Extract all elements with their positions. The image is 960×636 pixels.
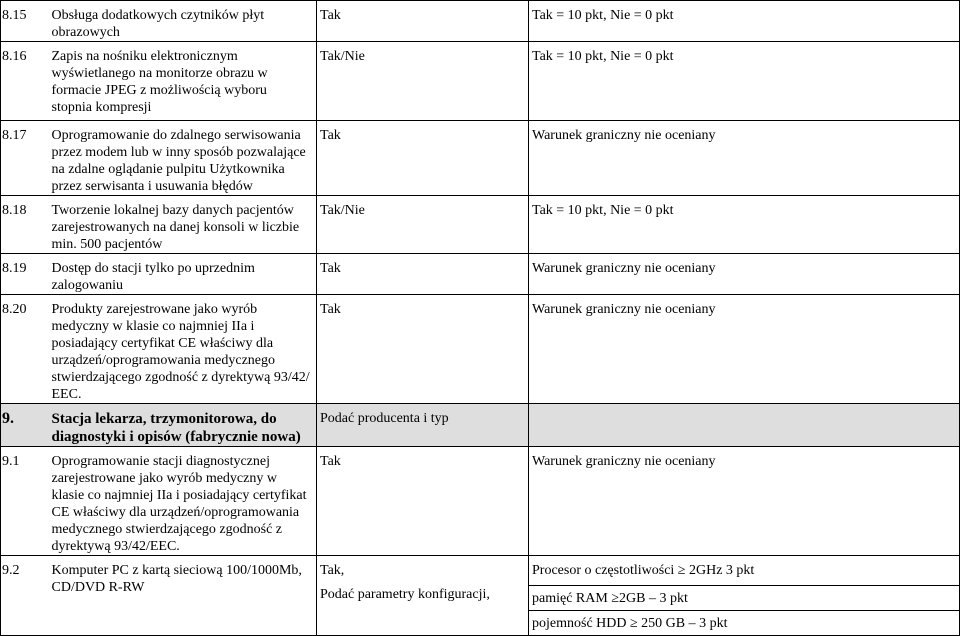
table-row	[1, 1, 960, 42]
table-row	[1, 196, 960, 254]
item-requirement: Tak	[317, 447, 529, 556]
item-number: 8.15	[1, 1, 49, 42]
item-requirement: Podać producenta i typ	[317, 404, 529, 447]
item-requirement: Tak	[317, 295, 529, 404]
item-requirement: Tak/Nie	[317, 196, 529, 254]
requirement-line: Tak,	[320, 563, 345, 578]
item-description: Zapis na nośniku elektronicznym wyświetlanego na monitorze obrazu w formacie JPEG z możliwością wyboru stopnia kompresji	[49, 42, 317, 121]
item-evaluation: Tak = 10 pkt, Nie = 0 pkt	[529, 42, 960, 121]
evaluation-line: Procesor o częstotliwości ≥ 2GHz 3 pkt	[532, 563, 755, 578]
item-number: 8.18	[1, 196, 49, 254]
item-evaluation: Tak = 10 pkt, Nie = 0 pkt	[529, 1, 960, 42]
item-number: 8.19	[1, 254, 49, 295]
item-evaluation: Warunek graniczny nie oceniany	[529, 295, 960, 404]
table-row	[1, 121, 960, 196]
item-requirement: Tak	[317, 254, 529, 295]
evaluation-line: pamięć RAM ≥2GB – 3 pkt	[529, 585, 959, 610]
table-row	[1, 556, 960, 636]
requirement-line: Podać parametry konfiguracji,	[320, 587, 490, 602]
table-row	[1, 295, 960, 404]
evaluation-line: pojemność HDD ≥ 250 GB – 3 pkt	[529, 610, 959, 635]
item-description: Dostęp do stacji tylko po uprzednim zalogowaniu	[49, 254, 317, 295]
item-number: 8.17	[1, 121, 49, 196]
item-requirement: Tak	[317, 1, 529, 42]
item-requirement	[317, 556, 529, 636]
section-title: Stacja lekarza, trzymonitorowa, do diagnostyki i opisów (fabrycznie nowa)	[49, 404, 317, 447]
item-number: 9.2	[1, 556, 49, 636]
section-row	[1, 404, 960, 447]
item-description: Oprogramowanie stacji diagnostycznej zarejestrowane jako wyrób medyczny w klasie co najmniej IIa i posiadający certyfikat CE właściwy dla urządzeń/oprogramowania medycznego stwierdzającego zgodność z dyrektywą 93/42/EEC.	[49, 447, 317, 556]
section-number: 9.	[1, 404, 49, 447]
item-description: Produkty zarejestrowane jako wyrób medyczny w klasie co najmniej IIa i posiadający certyfikat CE właściwy dla urządzeń/oprogramowania medycznego stwierdzającego zgodność z dyrektywą 93/42/ EEC.	[49, 295, 317, 404]
item-evaluation: Tak = 10 pkt, Nie = 0 pkt	[529, 196, 960, 254]
table-row	[1, 42, 960, 121]
table-row	[1, 447, 960, 556]
item-description: Tworzenie lokalnej bazy danych pacjentów zarejestrowanych na danej konsoli w liczbie min. 500 pacjentów	[49, 196, 317, 254]
item-number: 9.1	[1, 447, 49, 556]
item-requirement: Tak/Nie	[317, 42, 529, 121]
item-evaluation	[529, 404, 960, 447]
table-row	[1, 254, 960, 295]
item-evaluation: Warunek graniczny nie oceniany	[529, 121, 960, 196]
item-requirement: Tak	[317, 121, 529, 196]
item-evaluation	[529, 556, 960, 636]
item-evaluation: Warunek graniczny nie oceniany	[529, 447, 960, 556]
item-description: Komputer PC z kartą sieciową 100/1000Mb, CD/DVD R-RW	[49, 556, 317, 636]
item-number: 8.16	[1, 42, 49, 121]
item-description: Oprogramowanie do zdalnego serwisowania przez modem lub w inny sposób pozwalające na zdalne oglądanie pulpitu Użytkownika przez serwisanta i usuwania błędów	[49, 121, 317, 196]
item-evaluation: Warunek graniczny nie oceniany	[529, 254, 960, 295]
item-description: Obsługa dodatkowych czytników płyt obrazowych	[49, 1, 317, 42]
item-number: 8.20	[1, 295, 49, 404]
